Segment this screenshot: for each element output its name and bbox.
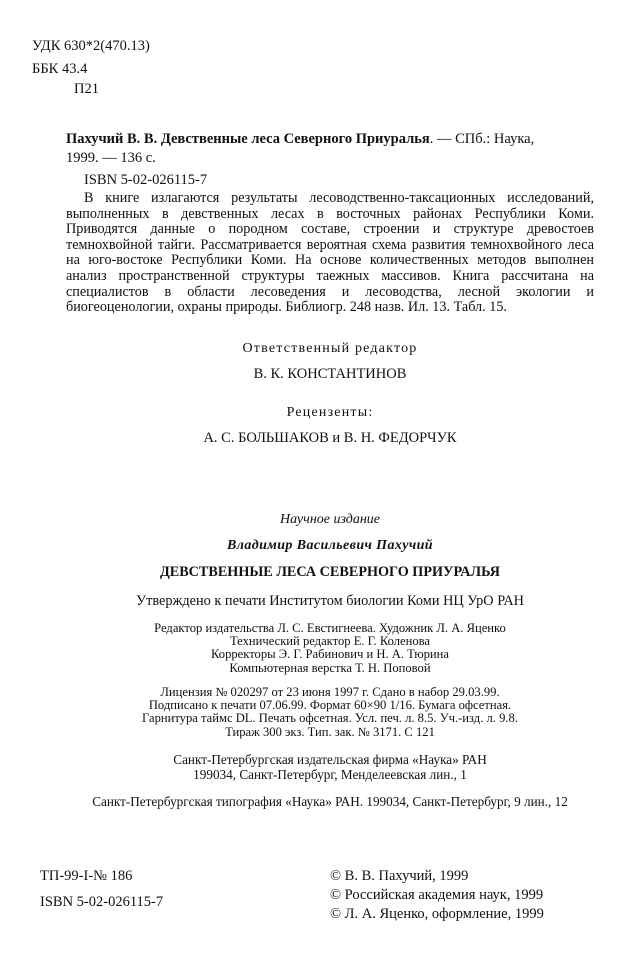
print-line: Лицензия № 020297 от 23 июня 1997 г. Сдано в набор 29.03.99. <box>160 685 500 699</box>
reviewers-label: Рецензенты: <box>286 405 374 420</box>
citation-author-title: Пахучий В. В. Девственные леса Северного Приуралья <box>66 131 430 147</box>
staff-line: Компьютерная верстка Т. Н. Поповой <box>229 660 431 675</box>
author-full-name: Владимир Васильевич Пахучий <box>227 538 433 553</box>
citation-line-1 <box>66 131 534 148</box>
reviewers-names: А. С. БОЛЬШАКОВ и В. Н. ФЕДОРЧУК <box>203 430 457 446</box>
staff-line: Корректоры Э. Г. Рабинович и Н. А. Тюрина <box>211 647 449 662</box>
publisher-info <box>66 752 594 782</box>
print-details <box>66 686 594 739</box>
staff-line: Редактор издательства Л. С. Евстигнеева. Художник Л. А. Яценко <box>154 621 506 635</box>
edition-type: Научное издание <box>280 512 380 527</box>
citation-isbn: ISBN 5-02-026115-7 <box>84 172 208 188</box>
abstract-text: В книге излагаются результаты лесоводственно-таксационных исследований, выполненных в девственных лесах в восточных районах Республики Коми. Приводятся данные о породном составе, строении и структуре древостоев темнохвойной тайги. Рассматривается вероятная схема развития темнохвойного леса на юго-востоке Республики Коми. На основе количественных методов выполнен анализ пространственной структуры таежных массивов. Книга рассчитана на специалистов в области лесоведения и лесоводства, лесной экологии и биогеоценологии, охраны природы. Библиогр. 248 назв. Ил. 13. Табл. 15. <box>66 190 594 316</box>
approval-note: Утверждено к печати Институтом биологии Коми НЦ УрО РАН <box>136 593 524 609</box>
print-line: Тираж 300 экз. Тип. зак. № 3171. С 121 <box>225 724 435 739</box>
copyright-academy: © Российская академия наук, 1999 <box>330 887 544 903</box>
publisher-line: 199034, Санкт-Петербург, Менделеевская лин., 1 <box>193 767 467 782</box>
footer-isbn: ISBN 5-02-026115-7 <box>40 894 164 910</box>
citation-publisher: . — СПб.: Наука, <box>429 131 535 147</box>
book-title: ДЕВСТВЕННЫЕ ЛЕСА СЕВЕРНОГО ПРИУРАЛЬЯ <box>159 564 500 580</box>
editor-name: В. К. КОНСТАНТИНОВ <box>253 366 407 382</box>
udk-index: УДК 630*2(470.13) <box>32 38 150 54</box>
copyright-author: © В. В. Пахучий, 1999 <box>330 868 469 884</box>
staff-line: Технический редактор Е. Г. Коленова <box>229 634 431 649</box>
abstract <box>66 191 594 316</box>
citation-line-2: 1999. — 136 с. <box>66 150 156 166</box>
tp-number: ТП-99-I-№ 186 <box>40 868 133 884</box>
copyright-design: © Л. А. Яценко, оформление, 1999 <box>330 906 544 922</box>
publisher-line: Санкт-Петербургская издательская фирма «Наука» РАН <box>173 752 487 767</box>
print-line: Гарнитура таймс DL. Печать офсетная. Усл. печ. л. 8.5. Уч.-изд. л. 9.8. <box>142 711 518 726</box>
printer-info: Санкт-Петербургская типография «Наука» РАН. 199034, Санкт-Петербург, 9 лин., 12 <box>92 794 568 809</box>
bbk-index: ББК 43.4 <box>32 61 88 77</box>
print-line: Подписано к печати 07.06.99. Формат 60×90 1/16. Бумага офсетная. <box>148 698 512 713</box>
staff-list <box>66 622 594 675</box>
editor-label: Ответственный редактор <box>242 341 418 356</box>
author-sign: П21 <box>74 81 99 97</box>
